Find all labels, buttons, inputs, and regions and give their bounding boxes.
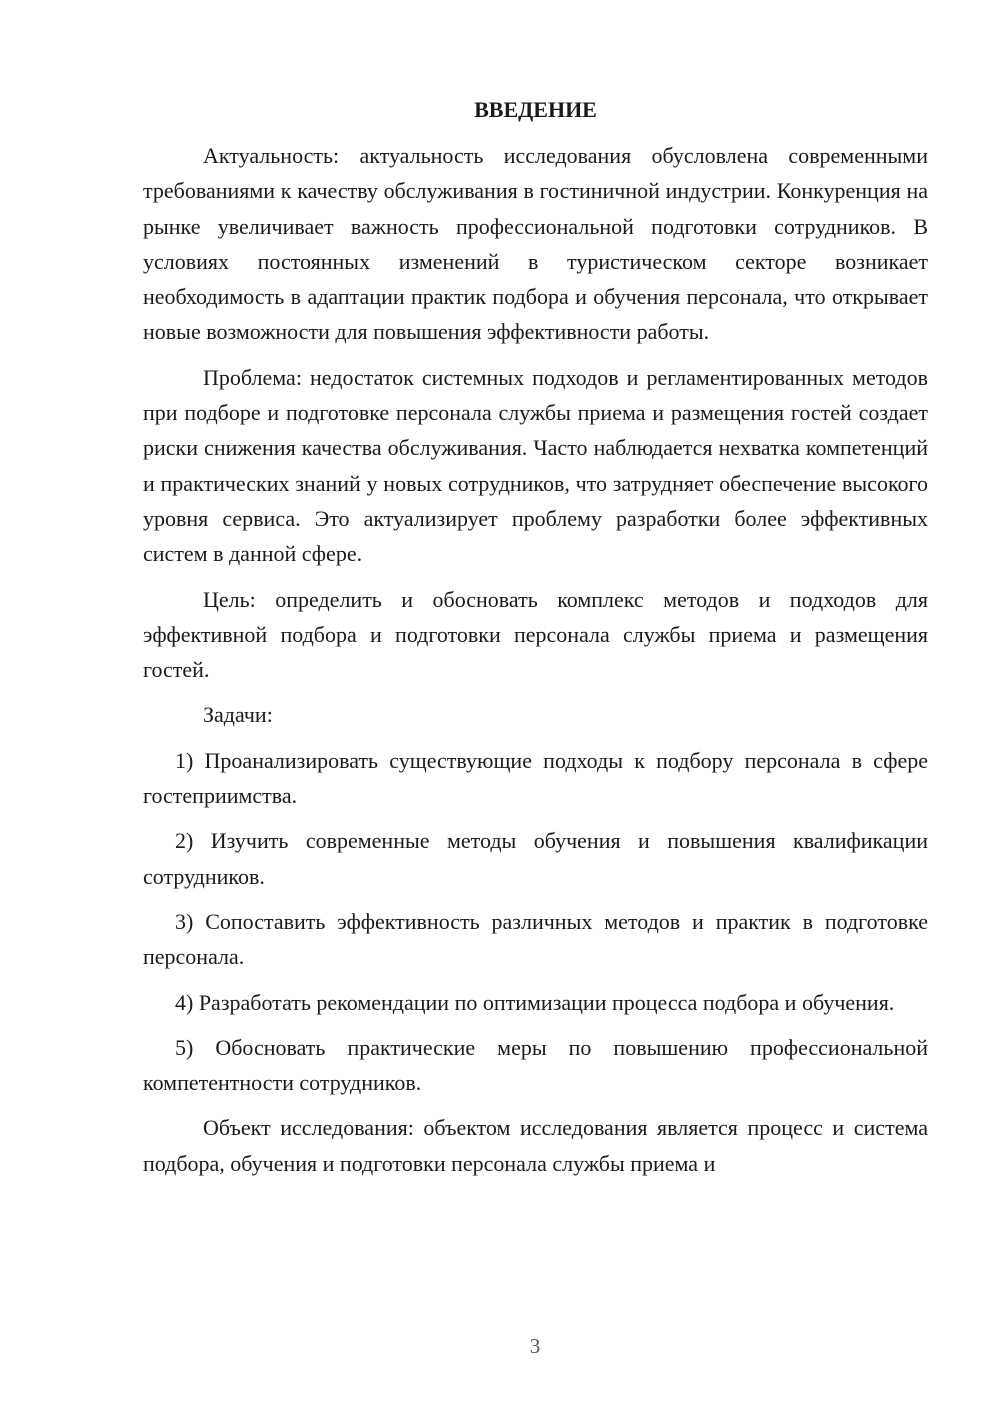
problem-paragraph: Проблема: недостаток системных подходов и регламентированных методов при подборе и подготовке персонала службы приема и размещения гостей создает риски снижения качества обслуживания. Часто наблюдается нехватка компетенций и практических знаний у новых сотрудников, что затрудняет обеспечение высокого уровня сервиса. Это актуализирует проблему разработки более эффективных систем в данной сфере. xyxy=(143,364,928,567)
task-item: 5) Обосновать практические меры по повышению профессиональной компетентности сотрудников. xyxy=(143,1034,928,1096)
section-title: ВВЕДЕНИЕ xyxy=(474,97,597,122)
task-item: 4) Разработать рекомендации по оптимизации процесса подбора и обучения. xyxy=(175,989,895,1015)
page-number: 3 xyxy=(529,1334,541,1358)
document-body xyxy=(143,94,928,1181)
relevance-paragraph: Актуальность: актуальность исследования обусловлена современными требованиями к качеству обслуживания в гостиничной индустрии. Конкуренция на рынке увеличивает важность профессиональной подготовки сотрудников. В условиях постоянных изменений в туристическом секторе возникает необходимость в адаптации практик подбора и обучения персонала, что открывает новые возможности для повышения эффективности работы. xyxy=(143,143,928,345)
goal-paragraph: Цель: определить и обосновать комплекс методов и подходов для эффективной подбора и подготовки персонала службы приема и размещения гостей. xyxy=(143,586,928,683)
task-item: 3) Сопоставить эффективность различных методов и практик в подготовке персонала. xyxy=(143,908,928,970)
tasks-heading: Задачи: xyxy=(203,702,273,728)
task-item: 2) Изучить современные методы обучения и повышения квалификации сотрудников. xyxy=(143,828,928,889)
object-paragraph: Объект исследования: объектом исследования является процесс и система подбора, обучения и подготовки персонала службы приема и xyxy=(143,1115,928,1176)
task-item: 1) Проанализировать существующие подходы к подбору персонала в сфере гостеприимства. xyxy=(143,747,928,809)
